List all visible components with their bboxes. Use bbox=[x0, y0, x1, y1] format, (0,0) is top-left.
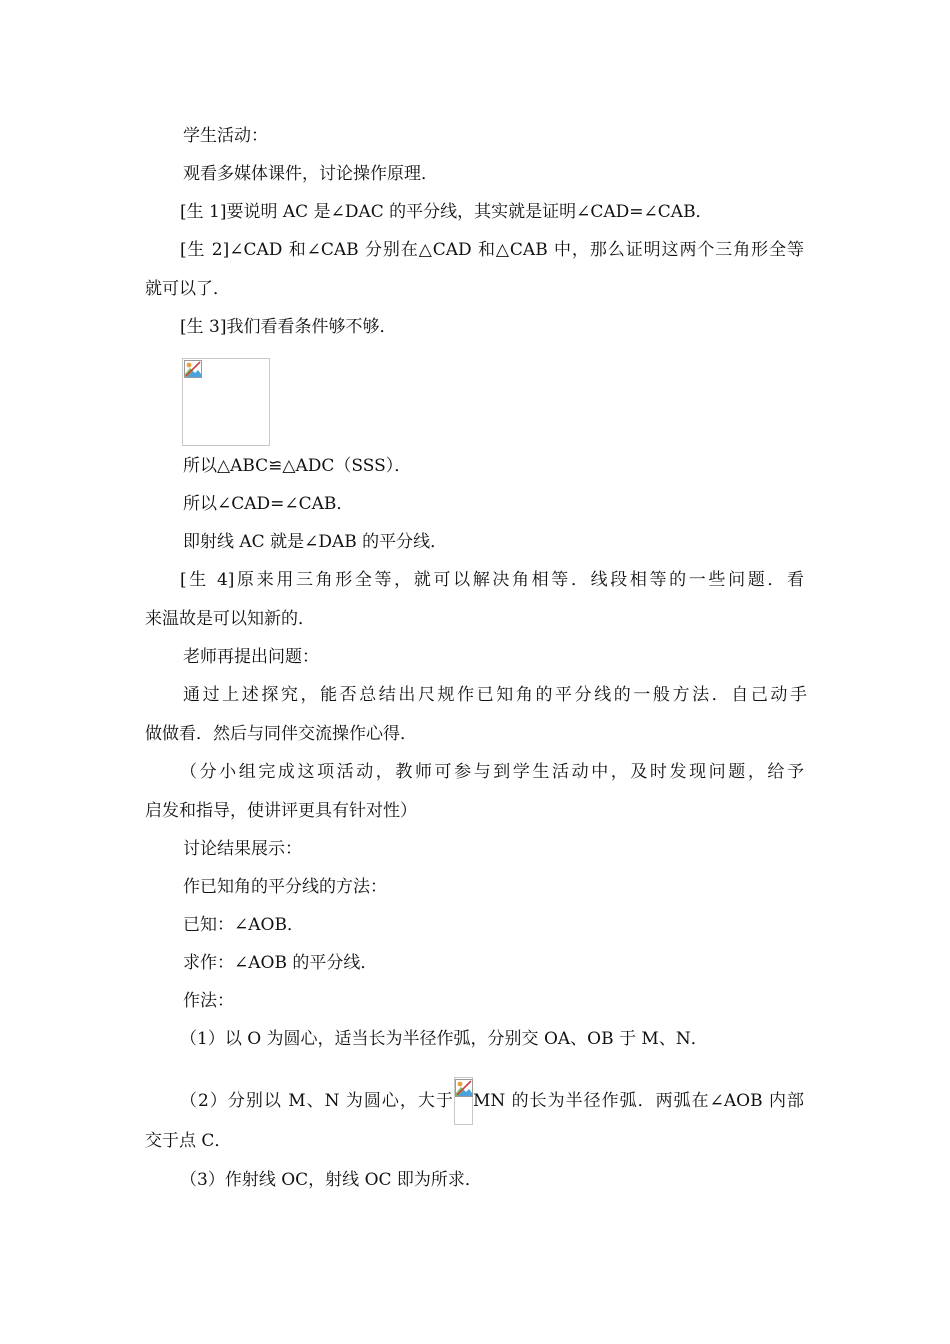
paragraph-congruent-sss: 所以△ABC≌△ADC（SSS）． bbox=[183, 456, 412, 476]
paragraph-required: 求作：∠AOB 的平分线． bbox=[183, 953, 378, 973]
paragraph-watch-courseware: 观看多媒体课件，讨论操作原理． bbox=[183, 164, 438, 184]
paragraph-student-4-line-1: [生 4]原来用三角形全等，就可以解决角相等．线段相等的一些问题．看 bbox=[180, 570, 804, 590]
paragraph-step-1: （1）以 O 为圆心，适当长为半径作弧，分别交 OA、OB 于 M、N． bbox=[180, 1029, 708, 1049]
paragraph-step-2-line-2: 交于点 C． bbox=[145, 1131, 232, 1151]
paragraph-student-1: [生 1]要说明 AC 是∠DAC 的平分线，其实就是证明∠CAD=∠CAB． bbox=[180, 202, 713, 222]
paragraph-steps-title: 作法： bbox=[183, 991, 234, 1011]
paragraph-step-3: （3）作射线 OC，射线 OC 即为所求． bbox=[180, 1170, 482, 1190]
paragraph-angle-equal: 所以∠CAD=∠CAB． bbox=[183, 494, 354, 514]
paragraph-explore-line-2: 做做看．然后与同伴交流操作心得． bbox=[145, 724, 417, 744]
broken-image-icon bbox=[184, 360, 202, 378]
fraction-image-placeholder bbox=[454, 1077, 473, 1125]
paragraph-student-3: [生 3]我们看看条件够不够． bbox=[180, 317, 397, 337]
paragraph-teacher-question: 老师再提出问题： bbox=[183, 647, 319, 667]
broken-image-icon bbox=[455, 1079, 473, 1097]
paragraph-group-activity-line-2: 启发和指导，使讲评更具有针对性） bbox=[145, 801, 417, 821]
figure-image-placeholder bbox=[182, 358, 270, 446]
paragraph-explore-line-1: 通过上述探究，能否总结出尺规作已知角的平分线的一般方法．自己动手 bbox=[183, 685, 807, 705]
paragraph-method-title: 作已知角的平分线的方法： bbox=[183, 877, 387, 897]
paragraph-student-activity: 学生活动： bbox=[183, 126, 268, 146]
paragraph-discussion-results: 讨论结果展示： bbox=[183, 839, 302, 859]
step-2-text-end: MN 的长为半径作弧．两弧在∠AOB 内部 bbox=[472, 1091, 804, 1111]
paragraph-ray-bisector: 即射线 AC 就是∠DAB 的平分线． bbox=[183, 532, 448, 552]
paragraph-given: 已知：∠AOB． bbox=[183, 915, 304, 935]
paragraph-student-4-line-2: 来温故是可以知新的． bbox=[145, 609, 315, 629]
paragraph-group-activity-line-1: （分小组完成这项活动，教师可参与到学生活动中，及时发现问题，给予 bbox=[180, 762, 804, 782]
paragraph-student-2-line-1: [生 2]∠CAD 和∠CAB 分别在△CAD 和△CAB 中，那么证明这两个三角形全等 bbox=[180, 240, 804, 260]
paragraph-step-2-line-1 bbox=[180, 1077, 804, 1125]
step-2-text-start: （2）分别以 M、N 为圆心，大于 bbox=[180, 1091, 454, 1111]
paragraph-student-2-line-2: 就可以了． bbox=[145, 279, 230, 299]
